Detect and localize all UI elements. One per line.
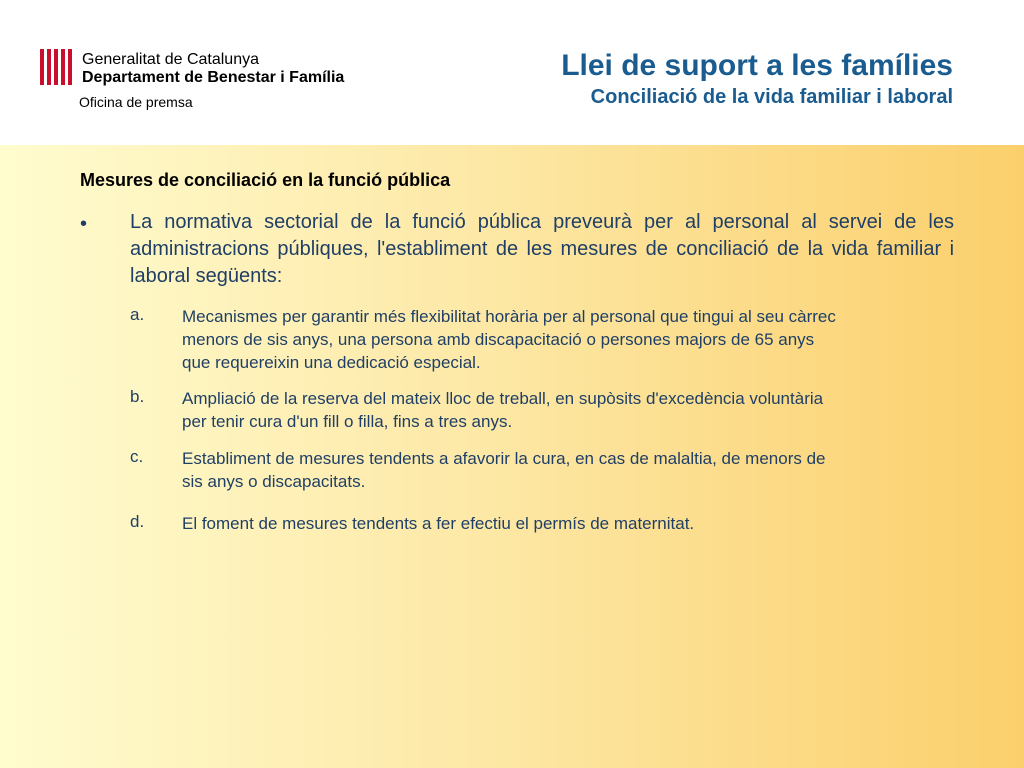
slide-header <box>0 0 1024 145</box>
org-line-1: Generalitat de Catalunya <box>82 51 259 68</box>
bullet-line: les administracions públiques, l'establiment de les mesures de conciliació de la <box>130 211 954 260</box>
slide-content <box>0 145 1024 768</box>
section-title: Mesures de conciliació en la funció pública <box>80 170 451 190</box>
list-item-line: Establiment de mesures tendents a afavorir la cura, en cas de malaltia, de menors de <box>182 449 826 468</box>
list-item-line: El foment de mesures tendents a fer efectiu el permís de maternitat. <box>182 514 695 533</box>
list-item-line: menors de sis anys, una persona amb discapacitació o persones majors de 65 anys <box>182 330 815 349</box>
list-item-line: Ampliació de la reserva del mateix lloc de treball, en supòsits d'excedència voluntària <box>182 389 824 408</box>
list-item-line: que requereixin una dedicació especial. <box>182 353 481 372</box>
list-letter: a. <box>130 305 145 324</box>
bullet-paragraph <box>130 209 954 290</box>
list-item-text <box>182 512 950 535</box>
organization-name <box>82 51 344 87</box>
slide-subtitle: Conciliació de la vida familiar i laboral <box>590 86 953 108</box>
slide-title: Llei de suport a les famílies <box>561 49 953 82</box>
list-item-text <box>182 447 950 493</box>
list-item-line: Mecanismes per garantir més flexibilitat horària per al personal que tingui al seu càrrec <box>182 307 836 326</box>
slide-title-block <box>561 48 953 110</box>
list-item-text <box>182 305 950 374</box>
bullet-line: vida familiar i laboral següents: <box>130 238 955 287</box>
list-item-line: per tenir cura d'un fill o filla, fins a tres anys. <box>182 412 513 431</box>
list-letter: b. <box>130 387 145 406</box>
list-item-line: sis anys o discapacitats. <box>182 472 366 491</box>
generalitat-logo-icon <box>40 49 76 85</box>
list-item-text <box>182 387 950 433</box>
list-letter: c. <box>130 447 144 466</box>
office-label: Oficina de premsa <box>79 94 193 110</box>
bullet-icon: • <box>80 213 88 235</box>
bullet-line: La normativa sectorial de la funció pública preveurà per al personal al servei de <box>130 211 917 233</box>
list-letter: d. <box>130 512 145 531</box>
org-line-2: Departament de Benestar i Família <box>82 69 345 86</box>
